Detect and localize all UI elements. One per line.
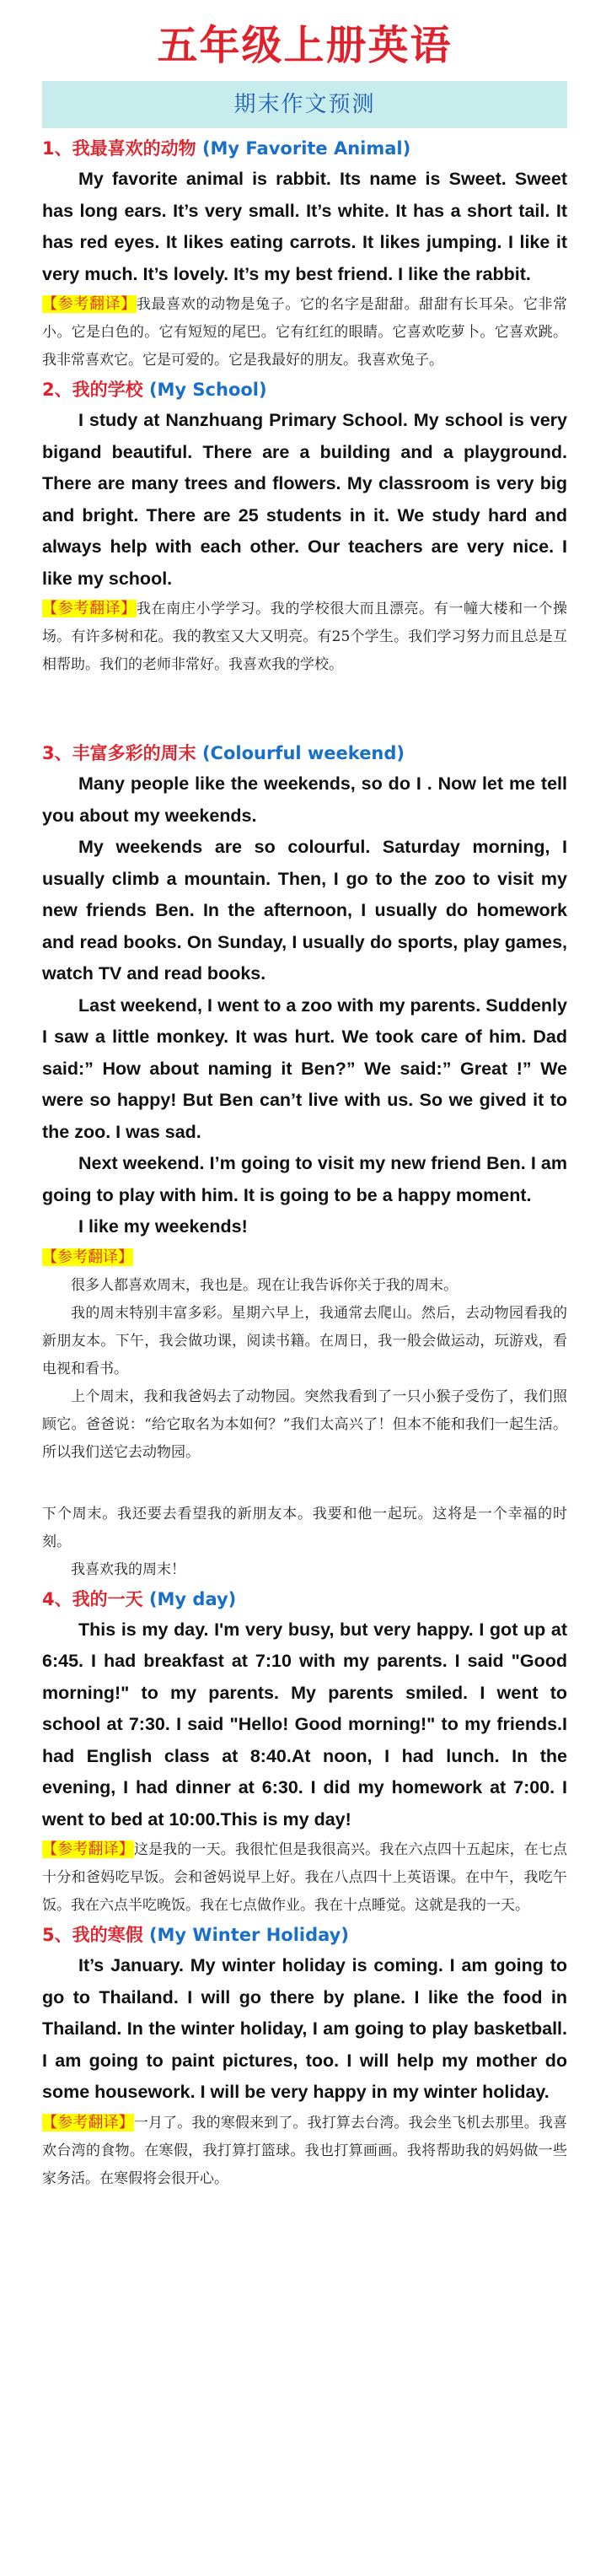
english-paragraph: Many people like the weekends, so do I . Now let me tell you about my weekends. [42,773,567,826]
page-subtitle: 期末作文预测 [42,81,567,128]
english-paragraph: Last weekend, I went to a zoo with my parents. Suddenly I saw a little monkey. It was hurt. We took care of him. Dad said:” How about naming it Ben?” We said:” Great !” We were so happy! But Ben can’t live with us. So we gived it to the zoo. I was sad. [42,994,567,1142]
translation-paragraph: 上个周末，我和我爸妈去了动物园。突然我看到了一只小猴子受伤了，我们照顾它。爸爸说：“给它取名为本如何？”我们太高兴了！但本不能和我们一起生活。所以我们送它去动物园。 [42,1388,567,1461]
page-title: 五年级上册英语 [157,22,453,69]
translation-tag: 【参考翻译】 [42,295,137,313]
translation-text: 我在南庄小学学习。我的学校很大而且漂亮。有一幢大楼和一个操场。有许多树和花。我的教室又大又明亮。有25个学生。我们学习努力而且总是互相帮助。我们的老师非常好。我喜欢我的学校。 [42,601,568,673]
translation-paragraph: 下个周末。我还要去看望我的新朋友本。我要和他一起玩。这将是一个幸福的时刻。 [42,1505,567,1550]
translation-tag: 【参考翻译】 [42,2113,134,2131]
translation-text: 我最喜欢的动物是兔子。它的名字是甜甜。甜甜有长耳朵。它非常小。它是白色的。它有短短的尾巴。它有红红的眼睛。它喜欢吃萝卜。它喜欢跳。我非常喜欢它。它是可爱的。它是我最好的朋友。我喜欢兔子。 [42,296,568,369]
translation-paragraph [42,290,567,375]
translation-paragraph: 我喜欢我的周末！ [71,1560,185,1578]
section-heading [42,1584,567,1614]
translation-paragraph [42,595,567,679]
section-heading [42,133,567,164]
section-title-en: (My Winter Holiday) [148,1925,349,1945]
section-heading [42,375,567,405]
section-title-cn: 1、我最喜欢的动物 [42,138,196,159]
translation-paragraph [42,2109,567,2193]
english-paragraph: My weekends are so colourful. Saturday morning, I usually climb a mountain. Then, I go to the zoo to visit my new friends Ben. In the afternoon, I usually do homework and read books. On Sunday, I usually do sports, play games, watch TV and read books. [42,837,567,984]
english-paragraph: My favorite animal is rabbit. Its name is Sweet. Sweet has long ears. It’s very small. It’s white. It has a short tail. It has red eyes. It likes eating carrots. It likes jumping. I like it very much. It’s lovely. It’s my best friend. I like the rabbit. [42,169,567,284]
section-title-en: (My day) [148,1588,237,1609]
section-winter-holiday [42,1920,567,2193]
english-paragraph: It’s January. My winter holiday is coming. I am going to go to Thailand. I will go there by plane. I like the food in Thailand. In the winter holiday, I am going to play basketball. I am going to paint pictures, too. I will help my mother do some housework. I will be very happy in my winter holiday. [42,1955,567,2102]
section-title-cn: 5、我的寒假 [42,1925,143,1945]
section-title-cn: 4、我的一天 [42,1588,143,1609]
english-paragraph: Next weekend. I’m going to visit my new friend Ben. I am going to play with him. It is going to be a happy moment. [42,1153,567,1205]
translation-paragraph: 我的周末特别丰富多彩。星期六早上，我通常去爬山。然后，去动物园看我的新朋友本。下午，我会做功课，阅读书籍。在周日，我一般会做运动，玩游戏，看电视和看书。 [42,1304,567,1377]
section-title-en: (Colourful weekend) [201,743,405,763]
section-colourful-weekend [42,738,567,1584]
section-favorite-animal [42,133,567,375]
translation-text: 这是我的一天。我很忙但是我很高兴。我在六点四十五起床，在七点十分和爸妈吃早饭。会和爸妈说早上好。我在八点四十上英语课。在中午，我吃午饭。我在六点半吃晚饭。我在七点做作业。我在十点睡觉。这就是我的一天。 [42,1841,568,1914]
english-paragraph: This is my day. I'm very busy, but very happy. I got up at 6:45. I had breakfast at 7:10 with my parents. I said "Good morning!" to my parents. My parents smiled. I went to school at 7:30. I said "Hello! Good morning!" to my friends.I had English class at 8:40.At noon, I had lunch. In the evening, I had dinner at 6:30. I did my homework at 7:00. I went to bed at 10:00.This is my day! [42,1619,567,1830]
section-title-cn: 2、我的学校 [42,380,143,400]
translation-tag: 【参考翻译】 [42,1248,133,1266]
section-title-cn: 3、丰富多彩的周末 [42,743,196,763]
english-paragraph: I like my weekends! [78,1216,248,1237]
section-title-en: (My Favorite Animal) [201,138,411,159]
section-heading [42,1920,567,1950]
section-my-school [42,375,567,679]
translation-tag: 【参考翻译】 [42,600,137,617]
translation-tag-line [42,1243,567,1272]
section-title-en: (My School) [148,380,267,400]
section-my-day [42,1584,567,1921]
translation-paragraph [42,1835,567,1920]
section-heading [42,738,567,768]
translation-tag: 【参考翻译】 [42,1840,134,1858]
translation-paragraph: 很多人都喜欢周末，我也是。现在让我告诉你关于我的周末。 [71,1276,458,1294]
translation-text: 一月了。我的寒假来到了。我打算去台湾。我会坐飞机去那里。我喜欢台湾的食物。在寒假，我打算打篮球。我也打算画画。我将帮助我的妈妈做一些家务活。在寒假将会很开心。 [42,2114,568,2187]
english-paragraph: I study at Nanzhuang Primary School. My school is very bigand beautiful. There are a building and a playground. There are many trees and flowers. My classroom is very big and bright. There are 25 students in it. We study hard and always help with each other. Our teachers are very nice. I like my school. [42,410,567,589]
